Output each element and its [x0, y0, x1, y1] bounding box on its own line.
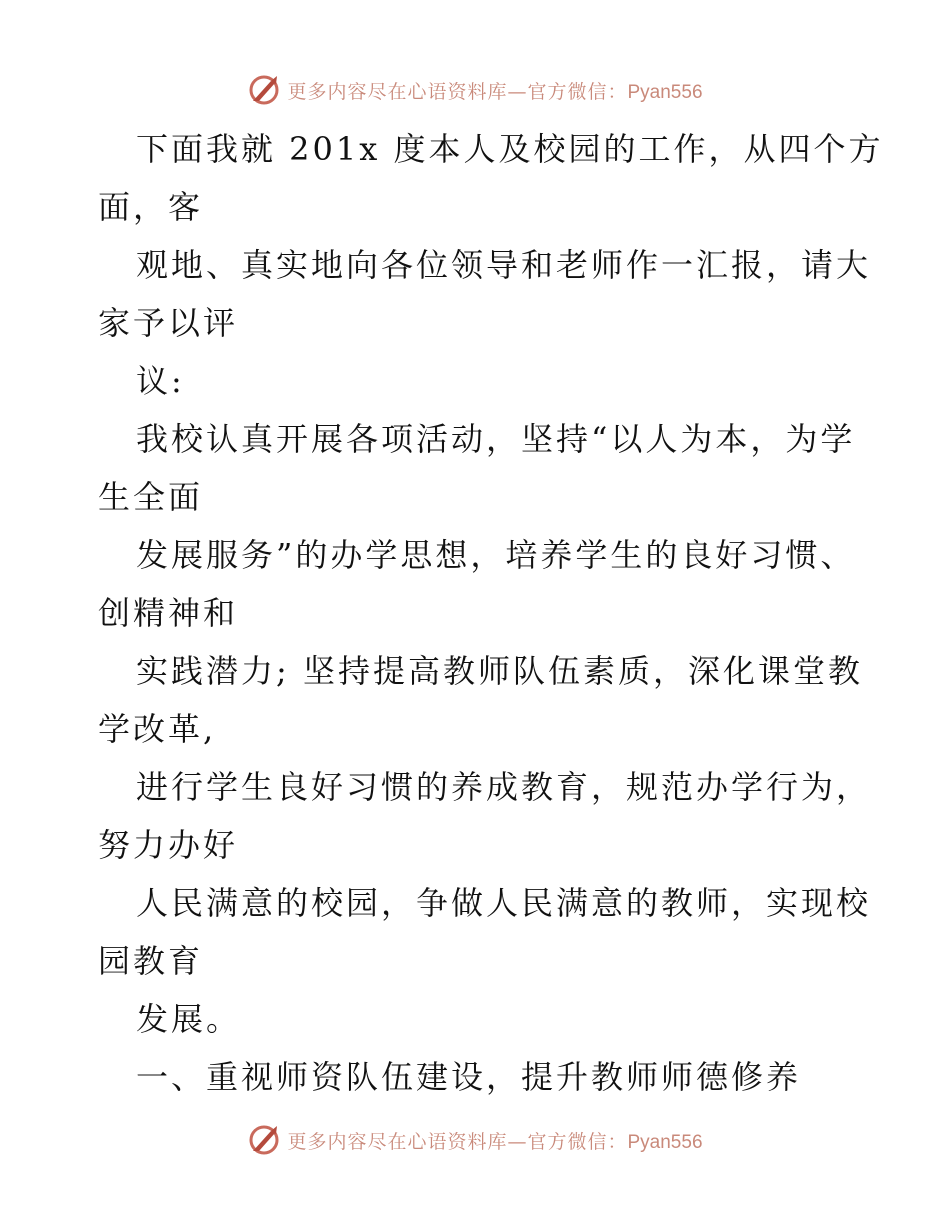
paragraph-line: 发展。	[136, 1000, 242, 1038]
paragraph-line: 学改革,	[98, 710, 217, 748]
paragraph-line: 一、重视师资队伍建设，提升教师师德修养	[136, 1058, 802, 1096]
watermark-text: 更多内容尽在心语资料库—官方微信：Pyan556	[287, 80, 703, 103]
paragraph-line: 我校认真开展各项活动，坚持“以人为本，为学	[136, 420, 856, 458]
paragraph-line: 面，客	[98, 188, 204, 226]
paragraph-line: 生全面	[98, 478, 204, 516]
paragraph-line: 人民满意的校园，争做人民满意的教师，实现校	[136, 884, 872, 922]
footer-watermark	[0, 1120, 950, 1160]
paragraph-line: 实践潜力; 坚持提高教师队伍素质，深化课堂教	[136, 652, 863, 690]
paragraph-line: 议:	[136, 362, 185, 400]
paragraph-line: 家予以评	[98, 304, 239, 342]
paragraph-line: 观地、真实地向各位领导和老师作一汇报，请大	[136, 246, 872, 284]
paragraph-line: 下面我就 201x 度本人及校园的工作，从四个方	[136, 130, 884, 168]
header-watermark	[0, 70, 950, 110]
paragraph-line: 园教育	[98, 942, 204, 980]
quill-logo-icon	[247, 73, 281, 107]
paragraph-line: 进行学生良好习惯的养成教育，规范办学行为，	[136, 768, 872, 806]
watermark-text: 更多内容尽在心语资料库—官方微信：Pyan556	[287, 1130, 703, 1153]
paragraph-line: 创精神和	[98, 594, 239, 632]
paragraph-line: 发展服务”的办学思想，培养学生的良好习惯、	[136, 536, 856, 574]
document-body	[98, 120, 884, 1106]
quill-logo-icon	[247, 1123, 281, 1157]
paragraph-line: 努力办好	[98, 826, 239, 864]
